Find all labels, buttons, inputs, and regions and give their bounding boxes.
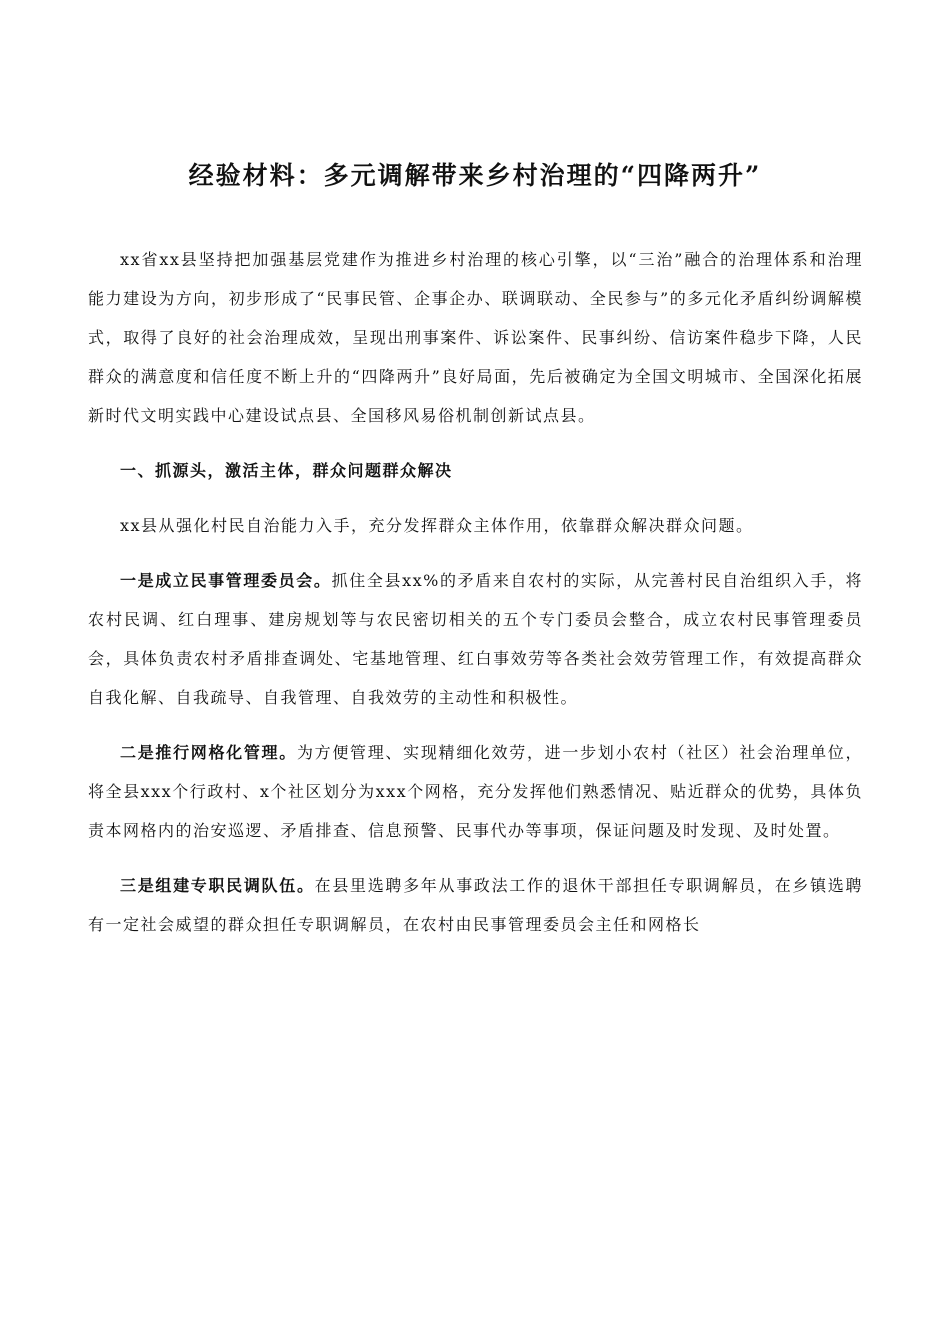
item-paragraph-3 (88, 866, 863, 944)
item-paragraph-2 (88, 733, 863, 850)
item-text-3: 在县里选聘多年从事政法工作的退休干部担任专职调解员，在乡镇选聘有一定社会威望的群众担任专职调解员，在农村由民事管理委员会主任和网格长 (88, 876, 863, 934)
item-lead-1: 一是成立民事管理委员会。 (120, 571, 332, 590)
intro-paragraph: xx省xx县坚持把加强基层党建作为推进乡村治理的核心引擎，以“三治”融合的治理体系和治理能力建设为方向，初步形成了“民事民管、企事企办、联调联动、全民参与”的多元化矛盾纠纷调解模式，取得了良好的社会治理成效，呈现出刑事案件、诉讼案件、民事纠纷、信访案件稳步下降，人民群众的满意度和信任度不断上升的“四降两升”良好局面，先后被确定为全国文明城市、全国深化拓展新时代文明实践中心建设试点县、全国移风易俗机制创新试点县。 (88, 250, 863, 425)
item-text-2: 为方便管理、实现精细化效劳，进一步划小农村（社区）社会治理单位，将全县xxx个行政村、x个社区划分为xxx个网格，充分发挥他们熟悉情况、贴近群众的优势，具体负责本网格内的治安巡逻、矛盾排查、信息预警、民事代办等事项，保证问题及时发现、及时处置。 (88, 743, 863, 840)
document-body (88, 240, 863, 960)
item-text-1: 抓住全县xx%的矛盾来自农村的实际，从完善村民自治组织入手，将农村民调、红白理事、建房规划等与农民密切相关的五个专门委员会整合，成立农村民事管理委员会，具体负责农村矛盾排查调处、宅基地管理、红白事效劳等各类社会效劳管理工作，有效提高群众自我化解、自我疏导、自我管理、自我效劳的主动性和积极性。 (88, 571, 863, 707)
item-lead-2: 二是推行网格化管理。 (120, 743, 297, 762)
item-lead-3: 三是组建专职民调队伍。 (120, 876, 315, 895)
item-paragraph-1 (88, 561, 863, 717)
document-title: 经验材料：多元调解带来乡村治理的“四降两升” (188, 161, 762, 190)
section-heading: 一、抓源头，激活主体，群众问题群众解决 (120, 461, 453, 480)
section-summary: xx县从强化村民自治能力入手，充分发挥群众主体作用，依靠群众解决群众问题。 (120, 516, 754, 535)
